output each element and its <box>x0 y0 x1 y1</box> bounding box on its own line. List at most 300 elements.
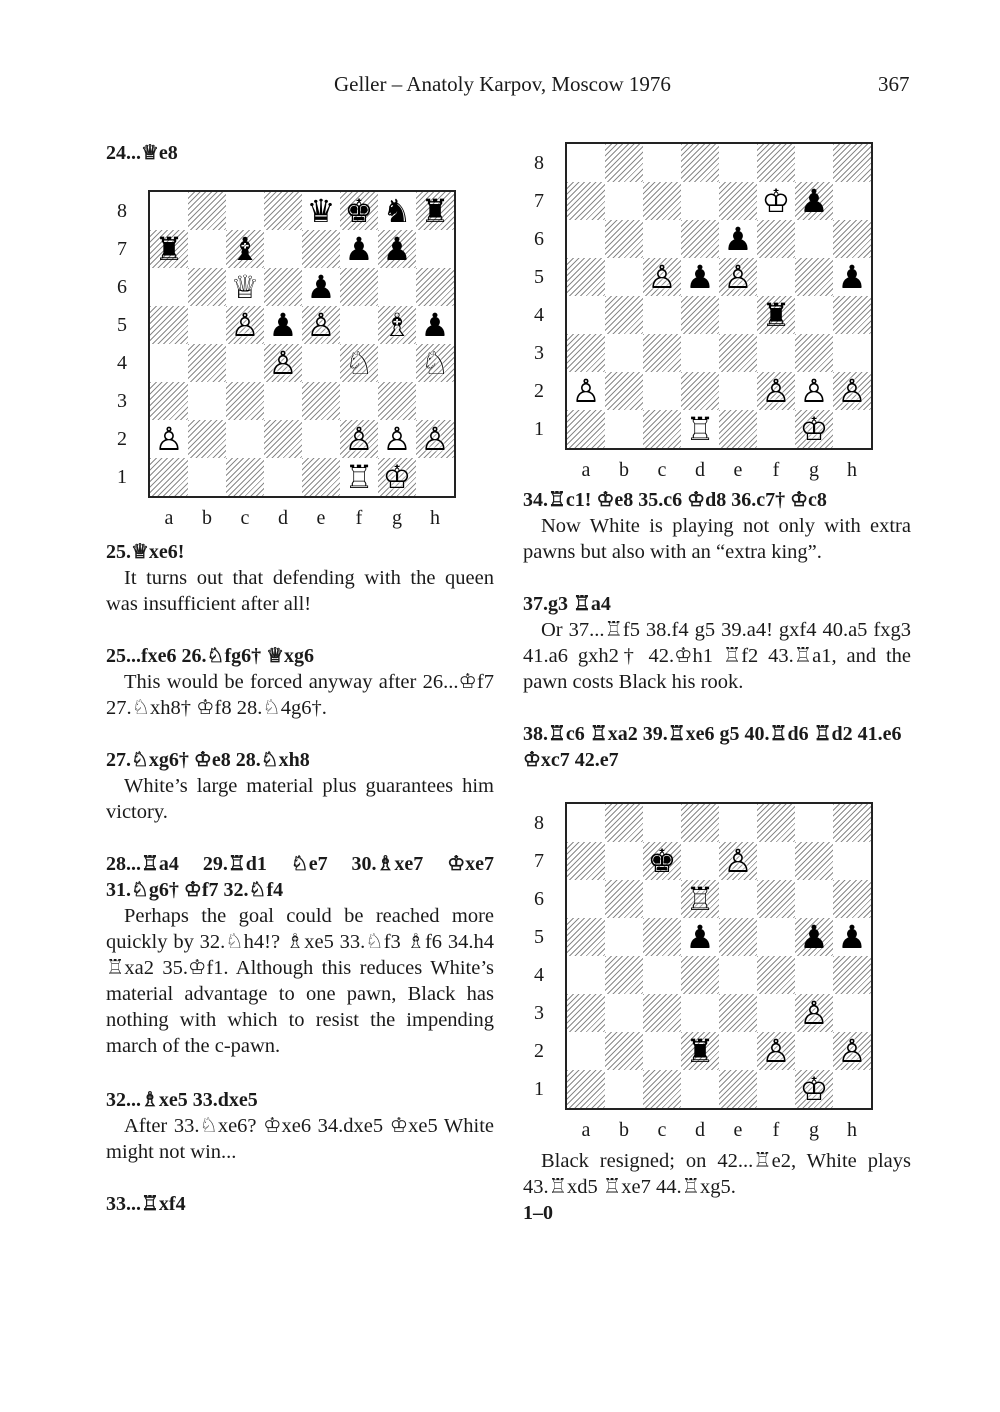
board-square <box>795 258 833 296</box>
board-square <box>567 842 605 880</box>
move-heading: 38.♖c6 ♖xa2 39.♖xe6 g5 40.♖d6 ♖d2 41.e6 ♔xc7 42.e7 <box>523 723 902 771</box>
board-square <box>567 144 605 182</box>
commentary-paragraph: This would be forced anyway after 26...♔f7 27.♘xh8† ♔f8 28.♘4g6†. <box>106 671 494 719</box>
board-square <box>416 306 454 344</box>
board-square <box>264 306 302 344</box>
board-square <box>757 918 795 956</box>
board-square <box>416 268 454 306</box>
file-label: h <box>847 459 857 481</box>
chess-piece-icon: ♗ <box>382 306 412 344</box>
board-square <box>378 382 416 420</box>
file-label: g <box>809 1119 819 1141</box>
file-label: f <box>772 459 780 481</box>
board-square <box>226 458 264 496</box>
board-square <box>833 410 871 448</box>
rank-label: 7 <box>117 238 127 260</box>
move-heading: 32...♗xe5 33.dxe5 <box>106 1089 258 1111</box>
chess-piece-icon: ♘ <box>344 344 374 382</box>
board-square <box>795 144 833 182</box>
chess-diagram-2 <box>523 142 911 482</box>
board-square <box>643 182 681 220</box>
move-token: 28...♖a4 <box>106 853 179 875</box>
board-square <box>643 994 681 1032</box>
chess-board <box>148 190 456 498</box>
board-square <box>264 230 302 268</box>
file-label: h <box>847 1119 857 1141</box>
board-square <box>833 372 871 410</box>
board-square <box>567 220 605 258</box>
board-square <box>719 842 757 880</box>
rank-label: 6 <box>534 888 544 910</box>
chess-piece-icon: ♙ <box>799 994 829 1032</box>
board-square <box>340 268 378 306</box>
board-square <box>719 994 757 1032</box>
board-square <box>757 144 795 182</box>
rank-label: 2 <box>534 380 544 402</box>
board-square <box>795 804 833 842</box>
chess-piece-icon: ♛ <box>306 192 336 230</box>
board-square <box>833 956 871 994</box>
chess-piece-icon: ♟ <box>685 918 715 956</box>
board-square <box>302 306 340 344</box>
chess-piece-icon: ♟ <box>799 918 829 956</box>
board-square <box>833 994 871 1032</box>
board-square <box>340 420 378 458</box>
chess-piece-icon: ♙ <box>268 344 298 382</box>
board-square <box>719 410 757 448</box>
board-square <box>681 880 719 918</box>
board-square <box>567 334 605 372</box>
file-label: c <box>240 507 250 529</box>
board-square <box>719 334 757 372</box>
page-number: 367 <box>878 72 910 96</box>
board-square <box>681 334 719 372</box>
chess-piece-icon: ♙ <box>761 1032 791 1070</box>
board-square <box>188 306 226 344</box>
board-square <box>150 268 188 306</box>
chess-piece-icon: ♟ <box>306 268 336 306</box>
board-square <box>681 410 719 448</box>
board-square <box>226 192 264 230</box>
file-label: d <box>695 1119 705 1141</box>
board-square <box>681 1032 719 1070</box>
board-square <box>567 372 605 410</box>
board-square <box>795 956 833 994</box>
chess-piece-icon: ♙ <box>382 420 412 458</box>
board-square <box>719 956 757 994</box>
chess-piece-icon: ♙ <box>837 1032 867 1070</box>
board-square <box>719 296 757 334</box>
board-square <box>340 192 378 230</box>
rank-label: 6 <box>117 276 127 298</box>
board-square <box>643 296 681 334</box>
rank-label: 2 <box>534 1040 544 1062</box>
commentary-paragraph: It turns out that defending with the queen was insufficient after all! <box>106 567 494 615</box>
rank-label: 4 <box>534 304 544 326</box>
board-square <box>567 1070 605 1108</box>
board-square <box>833 334 871 372</box>
board-square <box>188 344 226 382</box>
board-square <box>795 1070 833 1108</box>
rank-label: 3 <box>534 1002 544 1024</box>
file-label: c <box>657 1119 667 1141</box>
rank-label: 4 <box>534 964 544 986</box>
rank-label: 8 <box>534 152 544 174</box>
move-heading <box>106 851 494 877</box>
chess-piece-icon: ♟ <box>685 258 715 296</box>
board-square <box>681 372 719 410</box>
chess-piece-icon: ♔ <box>382 458 412 496</box>
board-square <box>378 192 416 230</box>
file-label: a <box>581 459 591 481</box>
move-heading: 31.♘g6† ♔f7 32.♘f4 <box>106 879 284 901</box>
board-square <box>188 382 226 420</box>
board-square <box>681 144 719 182</box>
board-square <box>302 192 340 230</box>
board-square <box>757 334 795 372</box>
board-square <box>605 1070 643 1108</box>
chess-board <box>565 802 873 1110</box>
board-square <box>605 842 643 880</box>
file-label: h <box>430 507 440 529</box>
chess-piece-icon: ♟ <box>723 220 753 258</box>
board-square <box>605 956 643 994</box>
move-token: ♘e7 <box>290 853 328 875</box>
board-square <box>416 192 454 230</box>
rank-label: 3 <box>534 342 544 364</box>
file-label: b <box>202 507 212 529</box>
board-square <box>757 410 795 448</box>
move-token: 30.♗xe7 <box>351 853 424 875</box>
board-square <box>681 804 719 842</box>
chess-diagram-3 <box>523 802 911 1142</box>
chess-board <box>565 142 873 450</box>
board-square <box>643 258 681 296</box>
chess-piece-icon: ♙ <box>837 372 867 410</box>
board-square <box>643 372 681 410</box>
chess-piece-icon: ♙ <box>420 420 450 458</box>
board-square <box>605 372 643 410</box>
board-square <box>757 372 795 410</box>
commentary-paragraph: Perhaps the goal could be reached more quickly by 32.♘h4!? ♗xe5 33.♘f3 ♗f6 34.h4 ♖xa2 35.♔f1. Although this reduces White’s material advantage to one pawn, Black has nothing with which to resist the impending march of the c-pawn. <box>106 905 494 1057</box>
move-heading: 25...fxe6 26.♘fg6† ♕xg6 <box>106 645 315 667</box>
board-square <box>567 956 605 994</box>
board-square <box>150 458 188 496</box>
board-square <box>757 220 795 258</box>
move-heading: 27.♘xg6† ♔e8 28.♘xh8 <box>106 749 310 771</box>
board-square <box>264 344 302 382</box>
board-square <box>416 230 454 268</box>
rank-label: 4 <box>117 352 127 374</box>
board-square <box>302 268 340 306</box>
move-heading: 25.♕xe6! <box>106 541 185 563</box>
board-square <box>302 230 340 268</box>
chess-piece-icon: ♟ <box>344 230 374 268</box>
rank-label: 2 <box>117 428 127 450</box>
chess-piece-icon: ♕ <box>230 268 260 306</box>
board-square <box>681 182 719 220</box>
board-square <box>605 994 643 1032</box>
file-label: e <box>733 459 743 481</box>
board-square <box>567 182 605 220</box>
board-square <box>605 182 643 220</box>
board-square <box>833 296 871 334</box>
file-label: g <box>392 507 402 529</box>
board-square <box>605 296 643 334</box>
board-square <box>378 230 416 268</box>
board-square <box>340 230 378 268</box>
board-square <box>833 144 871 182</box>
board-square <box>150 306 188 344</box>
board-square <box>719 1070 757 1108</box>
board-square <box>833 182 871 220</box>
chess-piece-icon: ♔ <box>761 182 791 220</box>
rank-label: 5 <box>534 926 544 948</box>
rank-label: 5 <box>117 314 127 336</box>
board-square <box>757 880 795 918</box>
board-square <box>150 344 188 382</box>
board-square <box>795 994 833 1032</box>
board-square <box>757 1032 795 1070</box>
board-square <box>719 880 757 918</box>
chess-piece-icon: ♙ <box>344 420 374 458</box>
board-square <box>378 458 416 496</box>
chess-piece-icon: ♙ <box>154 420 184 458</box>
file-label: e <box>316 507 326 529</box>
board-square <box>340 344 378 382</box>
board-square <box>567 804 605 842</box>
chess-piece-icon: ♜ <box>420 192 450 230</box>
board-square <box>833 880 871 918</box>
board-square <box>378 344 416 382</box>
chess-piece-icon: ♟ <box>837 258 867 296</box>
board-square <box>643 220 681 258</box>
board-square <box>719 804 757 842</box>
rank-label: 8 <box>117 200 127 222</box>
file-label: b <box>619 1119 629 1141</box>
board-square <box>643 842 681 880</box>
board-square <box>643 1070 681 1108</box>
rank-label: 6 <box>534 228 544 250</box>
board-square <box>795 372 833 410</box>
file-label: a <box>164 507 174 529</box>
chess-piece-icon: ♙ <box>230 306 260 344</box>
chess-piece-icon: ♙ <box>306 306 336 344</box>
chess-diagram-1 <box>106 190 494 530</box>
chess-piece-icon: ♔ <box>799 410 829 448</box>
board-square <box>833 1032 871 1070</box>
board-square <box>226 230 264 268</box>
board-square <box>795 880 833 918</box>
board-square <box>605 410 643 448</box>
file-label: c <box>657 459 667 481</box>
board-square <box>719 182 757 220</box>
board-square <box>188 458 226 496</box>
board-square <box>795 842 833 880</box>
file-label: d <box>695 459 705 481</box>
board-square <box>226 344 264 382</box>
left-column <box>106 0 494 1412</box>
move-heading: 33...♖xf4 <box>106 1193 186 1215</box>
board-square <box>719 220 757 258</box>
board-square <box>605 918 643 956</box>
board-square <box>757 994 795 1032</box>
chess-piece-icon: ♖ <box>685 410 715 448</box>
board-square <box>833 1070 871 1108</box>
board-square <box>188 230 226 268</box>
chess-piece-icon: ♚ <box>344 192 374 230</box>
file-label: e <box>733 1119 743 1141</box>
rank-label: 3 <box>117 390 127 412</box>
file-label: f <box>355 507 363 529</box>
chess-piece-icon: ♜ <box>154 230 184 268</box>
board-square <box>833 842 871 880</box>
board-square <box>681 918 719 956</box>
board-square <box>719 918 757 956</box>
board-square <box>719 258 757 296</box>
move-heading: 37.g3 ♖a4 <box>523 593 611 615</box>
rank-label: 1 <box>534 1078 544 1100</box>
board-square <box>795 334 833 372</box>
board-square <box>264 382 302 420</box>
board-square <box>757 804 795 842</box>
chess-piece-icon: ♚ <box>647 842 677 880</box>
board-square <box>226 382 264 420</box>
board-square <box>567 410 605 448</box>
chess-piece-icon: ♔ <box>799 1070 829 1108</box>
chess-piece-icon: ♟ <box>382 230 412 268</box>
board-square <box>567 994 605 1032</box>
board-square <box>605 334 643 372</box>
board-square <box>150 382 188 420</box>
commentary-paragraph: Black resigned; on 42...♖e2, White plays 43.♖xd5 ♖xe7 44.♖xg5. <box>523 1150 911 1198</box>
file-label: f <box>772 1119 780 1141</box>
board-square <box>150 420 188 458</box>
board-square <box>302 382 340 420</box>
board-square <box>264 268 302 306</box>
board-square <box>757 1070 795 1108</box>
board-square <box>567 1032 605 1070</box>
board-square <box>378 306 416 344</box>
board-square <box>567 880 605 918</box>
file-label: b <box>619 459 629 481</box>
board-square <box>681 220 719 258</box>
board-square <box>643 144 681 182</box>
board-square <box>643 334 681 372</box>
board-square <box>681 1070 719 1108</box>
board-square <box>681 258 719 296</box>
board-square <box>833 258 871 296</box>
chess-piece-icon: ♖ <box>344 458 374 496</box>
board-square <box>264 458 302 496</box>
board-square <box>643 880 681 918</box>
commentary-paragraph: Now White is playing not only with extra pawns but also with an “extra king”. <box>523 515 911 563</box>
rank-label: 7 <box>534 190 544 212</box>
board-square <box>264 420 302 458</box>
chess-piece-icon: ♜ <box>761 296 791 334</box>
board-square <box>188 192 226 230</box>
right-column <box>523 0 911 1412</box>
rank-label: 8 <box>534 812 544 834</box>
board-square <box>264 192 302 230</box>
board-square <box>416 344 454 382</box>
board-square <box>416 420 454 458</box>
chess-piece-icon: ♞ <box>382 192 412 230</box>
board-square <box>340 382 378 420</box>
commentary-paragraph: White’s large material plus guarantees him victory. <box>106 775 494 823</box>
board-square <box>643 918 681 956</box>
chess-piece-icon: ♙ <box>723 842 753 880</box>
file-label: g <box>809 459 819 481</box>
chess-piece-icon: ♘ <box>420 344 450 382</box>
board-square <box>681 842 719 880</box>
board-square <box>757 296 795 334</box>
chess-piece-icon: ♟ <box>799 182 829 220</box>
board-square <box>605 220 643 258</box>
move-heading: 24...♕e8 <box>106 142 178 164</box>
board-square <box>567 258 605 296</box>
board-square <box>833 220 871 258</box>
board-square <box>833 804 871 842</box>
board-square <box>378 420 416 458</box>
board-square <box>567 296 605 334</box>
chess-piece-icon: ♟ <box>420 306 450 344</box>
rank-label: 1 <box>117 466 127 488</box>
board-square <box>150 230 188 268</box>
board-square <box>605 880 643 918</box>
board-square <box>643 1032 681 1070</box>
board-square <box>643 956 681 994</box>
move-token: ♔xe7 <box>447 853 494 875</box>
move-token: 29.♖d1 <box>202 853 267 875</box>
board-square <box>340 458 378 496</box>
rank-label: 1 <box>534 418 544 440</box>
game-result: 1–0 <box>523 1202 553 1224</box>
board-square <box>719 372 757 410</box>
file-label: a <box>581 1119 591 1141</box>
file-label: d <box>278 507 288 529</box>
running-head-title: Geller – Anatoly Karpov, Moscow 1976 <box>334 72 671 96</box>
board-square <box>302 344 340 382</box>
board-square <box>757 182 795 220</box>
board-square <box>226 268 264 306</box>
board-square <box>757 956 795 994</box>
board-square <box>795 220 833 258</box>
commentary-paragraph: After 33.♘xe6? ♔xe6 34.dxe5 ♔xe5 White might not win... <box>106 1115 494 1163</box>
board-square <box>681 296 719 334</box>
board-square <box>795 182 833 220</box>
board-square <box>757 842 795 880</box>
board-square <box>795 1032 833 1070</box>
board-square <box>302 458 340 496</box>
board-square <box>719 144 757 182</box>
board-square <box>188 268 226 306</box>
board-square <box>795 296 833 334</box>
chess-piece-icon: ♙ <box>799 372 829 410</box>
chess-piece-icon: ♝ <box>230 230 260 268</box>
board-square <box>416 458 454 496</box>
move-heading: 34.♖c1! ♔e8 35.c6 ♔d8 36.c7† ♔c8 <box>523 489 827 511</box>
chess-piece-icon: ♟ <box>837 918 867 956</box>
board-square <box>719 1032 757 1070</box>
board-square <box>302 420 340 458</box>
chess-piece-icon: ♙ <box>571 372 601 410</box>
chess-piece-icon: ♙ <box>723 258 753 296</box>
board-square <box>605 1032 643 1070</box>
chess-piece-icon: ♙ <box>761 372 791 410</box>
board-square <box>605 144 643 182</box>
board-square <box>681 994 719 1032</box>
